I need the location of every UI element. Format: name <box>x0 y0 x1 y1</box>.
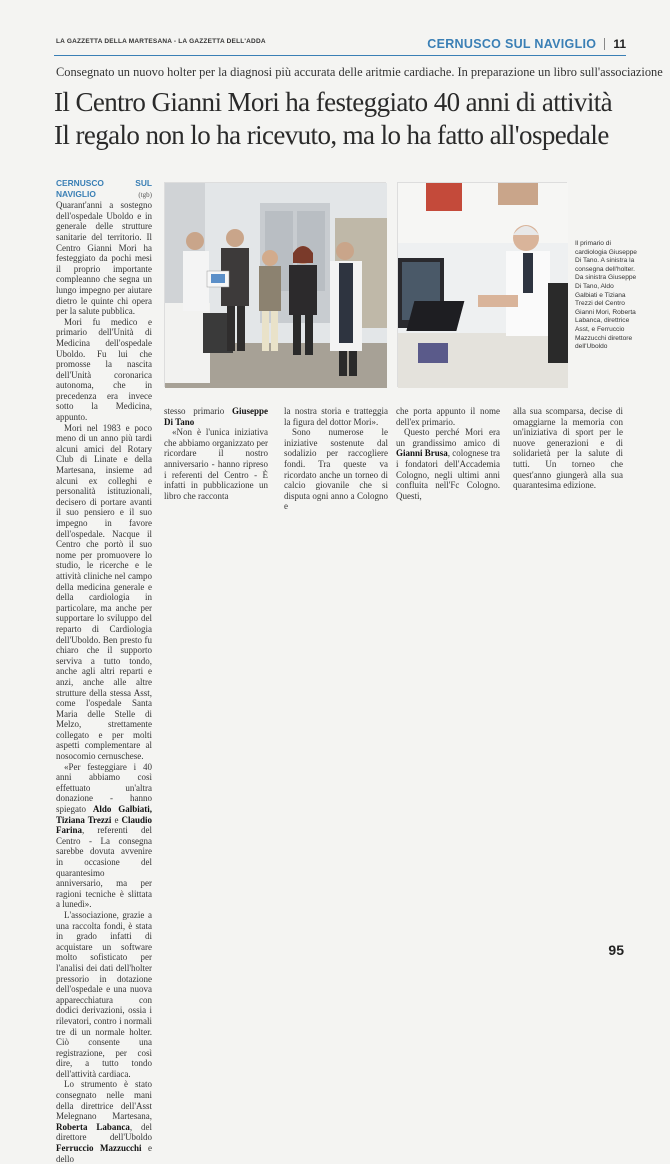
name-brusa: Gianni Brusa <box>396 448 448 459</box>
header-separator <box>604 38 605 50</box>
photo-holter-handover-illustration <box>165 183 387 388</box>
headline-line-2: Il regalo non lo ha ricevuto, ma lo ha fatto all'ospedale <box>54 120 609 150</box>
headline <box>54 86 634 152</box>
paragraph-intro: Quarant'anni a sostegno dell'ospedale Uboldo e in generale delle strutture sanitarie del territorio. Il Centro Gianni Mori ha festeggiato da pochi mesi il proprio importante compleanno che segna un lungo impegno per aiutare dietro le quinte chi opera per la salute pubblica. <box>56 200 152 317</box>
col2-text-start: stesso primario <box>164 406 225 416</box>
photo-holter-handover <box>164 182 386 387</box>
paragraph-delivery <box>56 1079 152 1164</box>
brusa-text-start: Questo perché Mori era un grandissimo amico di <box>396 427 500 448</box>
paragraph-software: L'associazione, grazie a una raccolta fondi, è stata in grado infatti di acquistare un software molto sofisticato per l'analisi dei dati dell'holter pressorio in dotazione dell'ospedale e una nuova apparecchiatura con dodici derivazioni, ossia i rilevatori, contro i normali tre di un normale holter. Ciò consente una registrazione, per così dire, a tutto tondo dell'attività cardiaca. <box>56 909 152 1079</box>
dateline-code: (tgb) <box>138 190 152 199</box>
donation-text-end: , referenti del Centro - La consegna sarebbe dovuta avvenire in occasione del quarantesimo anniversario, ma per ragioni tecniche è slittata a lunedì». <box>56 825 152 910</box>
page-number: 11 <box>613 37 626 51</box>
dateline-city: CERNUSCO SUL NAVIGLIO <box>56 178 152 199</box>
article-column-1 <box>56 178 152 1164</box>
name-labanca: Roberta Labanca <box>56 1121 130 1132</box>
section-title: CERNUSCO SUL NAVIGLIO <box>427 37 597 51</box>
paragraph-initiatives: Sono numerose le iniziative sostenute dal sodalizio per raccogliere fondi. Tra queste va ricordato anche un torneo di calcio giovanile che si disputa ogni anno a Cologno e <box>284 427 388 512</box>
delivery-text-mid: , del direttore dell'Uboldo <box>56 1121 152 1143</box>
article-column-5 <box>513 406 623 491</box>
headline-line-1: Il Centro Gianni Mori ha festeggiato 40 anni di attività <box>54 87 613 117</box>
section-header <box>427 37 626 51</box>
paragraph-anniversary: «Non è l'unica iniziativa che abbiamo organizzato per ricordare il nostro anniversario - hanno ripreso i referenti del Centro - È infatti in pubblicazione un libro che racconta <box>164 427 268 501</box>
delivery-text-end: e dello <box>56 1143 152 1164</box>
brusa-text-end: , colognese tra i fondatori dell'Accademia Cologno, negli ultimi anni confluita nell'Fc Cologno. Questi, <box>396 448 501 501</box>
name-mazzucchi: Ferruccio Mazzucchi <box>56 1143 142 1154</box>
names-referents-1: Aldo Galbiati, Tiziana Trezzi <box>56 804 153 825</box>
donation-text-start: «Per festeggiare i 40 anni abbiamo così effettuato un'altra donazione - hanno spiegato <box>56 761 152 815</box>
name-ditano: Giuseppe Di Tano <box>164 406 269 427</box>
article-column-2 <box>164 406 268 501</box>
paragraph-brusa <box>396 427 500 501</box>
article-column-3 <box>284 406 388 512</box>
kicker: Consegnato un nuovo holter per la diagnosi più accurata delle aritmie cardiache. In preparazione un libro sull'associazione <box>56 65 663 79</box>
photo-cardiologist-illustration <box>398 183 568 388</box>
paragraph-mori: Mori fu medico e primario dell'Unità di Medicina dell'ospedale Uboldo. Fu lui che promosse la nascita dell'Unità coronarica autonoma, che in precedenza era invece sotto la Medicina, appunto. <box>56 316 152 423</box>
paragraph-book: la nostra storia e tratteggia la figura del dottor Mori». <box>284 406 388 427</box>
conjunction: e <box>114 814 119 825</box>
paragraph-tournament: che porta appunto il nome dell'ex primario. <box>396 406 500 427</box>
article-column-4 <box>396 406 500 501</box>
photo-cardiologist <box>397 182 567 387</box>
photo-caption: Il primario di cardiologia Giuseppe Di Tano. A sinistra la consegna dell'holter. Da sinistra Giuseppe Di Tano, Aldo Galbiati e Tiziana Trezzi del Centro Gianni Mori, Roberta Labanca, direttrice Asst, e Ferruccio Mazzucchi direttore dell'Uboldo <box>575 240 637 351</box>
header-rule <box>54 55 626 56</box>
paragraph-donation <box>56 762 152 910</box>
folio-number: 95 <box>608 942 624 958</box>
delivery-text-start: Lo strumento è stato consegnato nelle mani della direttrice dell'Asst Melegnano Martesana, <box>56 1079 152 1122</box>
names-referents-2: Claudio Farina <box>56 814 152 836</box>
paragraph-history: Mori nel 1983 e poco meno di un anno più tardi alcuni amici del Rotary Club di Linate e della Martesana, insieme ad alcuni ex colleghi e personalità istituzionali, decisero di portare avanti il suo pensiero e il suo impegno in favore dell'ospedale. Nacque il Centro che portò il suo nome per promuovere lo studio, le ricerche e le attività cliniche nel campo della medicina generale e della cardiologia in particolare, ma anche per supportare lo sviluppo del reparto di Cardiologia dell'Uboldo. Ben presto fu chiaro che il supporto serviva a tutto tondo, anche agli altri reparti e anzi, anche alle altre strutture della stessa Asst, come l'ospedale Santa Maria delle Stelle di Melzo, strettamente collegato e per molti aspetti complementare al nosocomio cernuschese. <box>56 422 152 762</box>
publication-name: LA GAZZETTA DELLA MARTESANA - LA GAZZETTA DELL'ADDA <box>56 38 266 45</box>
paragraph-memory: alla sua scomparsa, decise di omaggiarne la memoria con un'iniziativa di sport per le nuove generazioni e di solidarietà per la salute di tutti. Un torneo che quest'anno giungerà alla sua quarantesima edizione. <box>513 406 623 491</box>
